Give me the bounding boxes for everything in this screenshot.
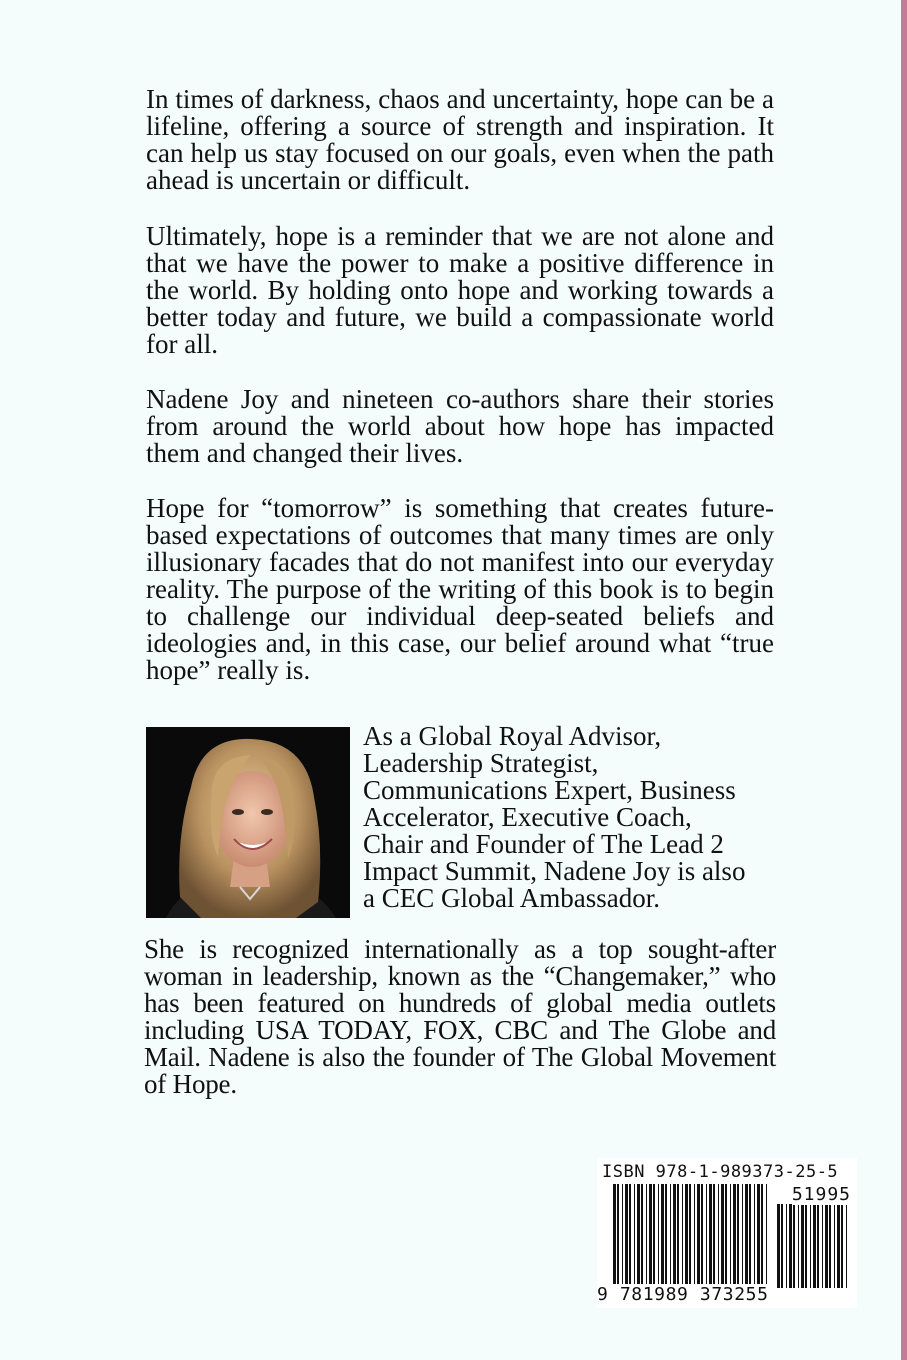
- barcode-bar: [637, 1184, 640, 1284]
- barcode-bar: [754, 1184, 755, 1284]
- barcode-bar: [745, 1184, 748, 1284]
- barcode-bar: [841, 1204, 843, 1288]
- barcode-bar: [697, 1184, 700, 1292]
- barcode-bar: [709, 1184, 712, 1284]
- ean-digits: 9 781989 373255: [597, 1284, 769, 1305]
- bio-line: Leadership Strategist,: [363, 748, 599, 778]
- barcode-bar: [622, 1184, 623, 1284]
- barcode-bar: [673, 1184, 676, 1284]
- bio-line: As a Global Royal Advisor,: [363, 721, 662, 751]
- barcode-bar: [757, 1184, 760, 1284]
- bio-line: Communications Expert, Business: [363, 775, 736, 805]
- barcode-bar: [789, 1204, 792, 1288]
- barcode-bar: [625, 1184, 628, 1284]
- barcode-bar: [646, 1184, 647, 1284]
- barcode-bar: [701, 1184, 703, 1284]
- barcode-bar: [677, 1184, 679, 1284]
- barcode-bar: [617, 1184, 619, 1292]
- barcode-bar: [798, 1204, 799, 1288]
- barcode-bar: [813, 1204, 816, 1288]
- barcode-bar: [629, 1184, 631, 1284]
- author-photo: [146, 727, 350, 918]
- barcode-bar: [761, 1184, 763, 1284]
- barcode-bar: [817, 1204, 819, 1288]
- barcode-bar: [829, 1204, 831, 1288]
- barcode-bar: [725, 1184, 727, 1284]
- barcode-bar: [766, 1184, 767, 1284]
- barcode-bar: [634, 1184, 635, 1284]
- barcode-bar: [793, 1204, 795, 1288]
- bio-line: Impact Summit, Nadene Joy is also: [363, 856, 746, 886]
- barcode-bar: [805, 1204, 807, 1288]
- barcode-bar: [689, 1184, 691, 1284]
- barcode-bar: [834, 1204, 835, 1288]
- barcode-bar: [749, 1184, 751, 1284]
- price-code: 51995: [791, 1184, 851, 1205]
- barcode-bar: [846, 1204, 847, 1288]
- paragraph-hope-reminder: Ultimately, hope is a reminder that we are not alone and that we have the power to make a positive difference in the world. By holding onto hope and working towards a better today and future, we build a compassionate world for all.: [146, 221, 774, 359]
- cover-edge-strip: [901, 0, 907, 1360]
- isbn-label: ISBN 978-1-989373-25-5: [602, 1162, 839, 1182]
- paragraph-hope-tomorrow: Hope for “tomorrow” is something that creates future-based expectations of outcomes that many times are only illusionary facades that do not manifest into our everyday reality. The purpose of the writing of this book is to begin to challenge our individual deep-seated beliefs and ideologies and, in this case, our belief around what “true hope” really is.: [146, 493, 774, 685]
- barcode-bar: [837, 1204, 840, 1288]
- barcode-bar: [653, 1184, 655, 1284]
- barcode-bar: [810, 1204, 811, 1288]
- author-portrait-icon: [146, 727, 350, 918]
- barcode-bar: [781, 1204, 783, 1288]
- bio-line: a CEC Global Ambassador.: [363, 883, 660, 913]
- barcode-bar: [822, 1204, 823, 1288]
- barcode-bar: [733, 1184, 736, 1284]
- barcode-bar: [706, 1184, 707, 1284]
- barcode-bar: [730, 1184, 731, 1284]
- barcode-bar: [742, 1184, 743, 1284]
- barcode-bar: [658, 1184, 659, 1284]
- barcode-bar: [737, 1184, 739, 1284]
- barcode-bar: [649, 1184, 652, 1284]
- barcode-bar: [721, 1184, 724, 1284]
- paragraph-author-recognition: She is recognized internationally as a top sought-after woman in leadership, known as the “Changemaker,” who has been featured on hundreds of global media outlets including USA TODAY, FOX, CBC and The Globe and Mail. Nadene is also the founder of The Global Movement of Hope.: [144, 934, 776, 1099]
- barcode-bar: [670, 1184, 671, 1284]
- paragraph-hope-lifeline: In times of darkness, chaos and uncertainty, hope can be a lifeline, offering a source of strength and inspiration. It can help us stay focused on our goals, even when the path ahead is uncertain or difficult.: [146, 84, 774, 195]
- barcode-bar: [713, 1184, 715, 1284]
- bio-line: Accelerator, Executive Coach,: [363, 802, 692, 832]
- barcode-bar: [613, 1184, 616, 1292]
- isbn-barcode: [597, 1158, 857, 1308]
- author-bio: [363, 723, 783, 912]
- barcode-bar: [786, 1204, 787, 1288]
- barcode-bar: [694, 1184, 695, 1292]
- barcode-bar: [825, 1204, 828, 1288]
- paragraph-coauthors: Nadene Joy and nineteen co-authors share their stories from around the world about how hope has impacted them and changed their lives.: [146, 384, 774, 468]
- barcode-bar: [801, 1204, 804, 1288]
- barcode-bar: [777, 1204, 780, 1288]
- barcode-bar: [682, 1184, 683, 1284]
- barcode-bar: [661, 1184, 664, 1284]
- barcode-bar: [685, 1184, 688, 1284]
- barcode-bar: [718, 1184, 719, 1284]
- barcode-bar: [641, 1184, 643, 1284]
- barcode-bar: [665, 1184, 667, 1284]
- bio-line: Chair and Founder of The Lead 2: [363, 829, 724, 859]
